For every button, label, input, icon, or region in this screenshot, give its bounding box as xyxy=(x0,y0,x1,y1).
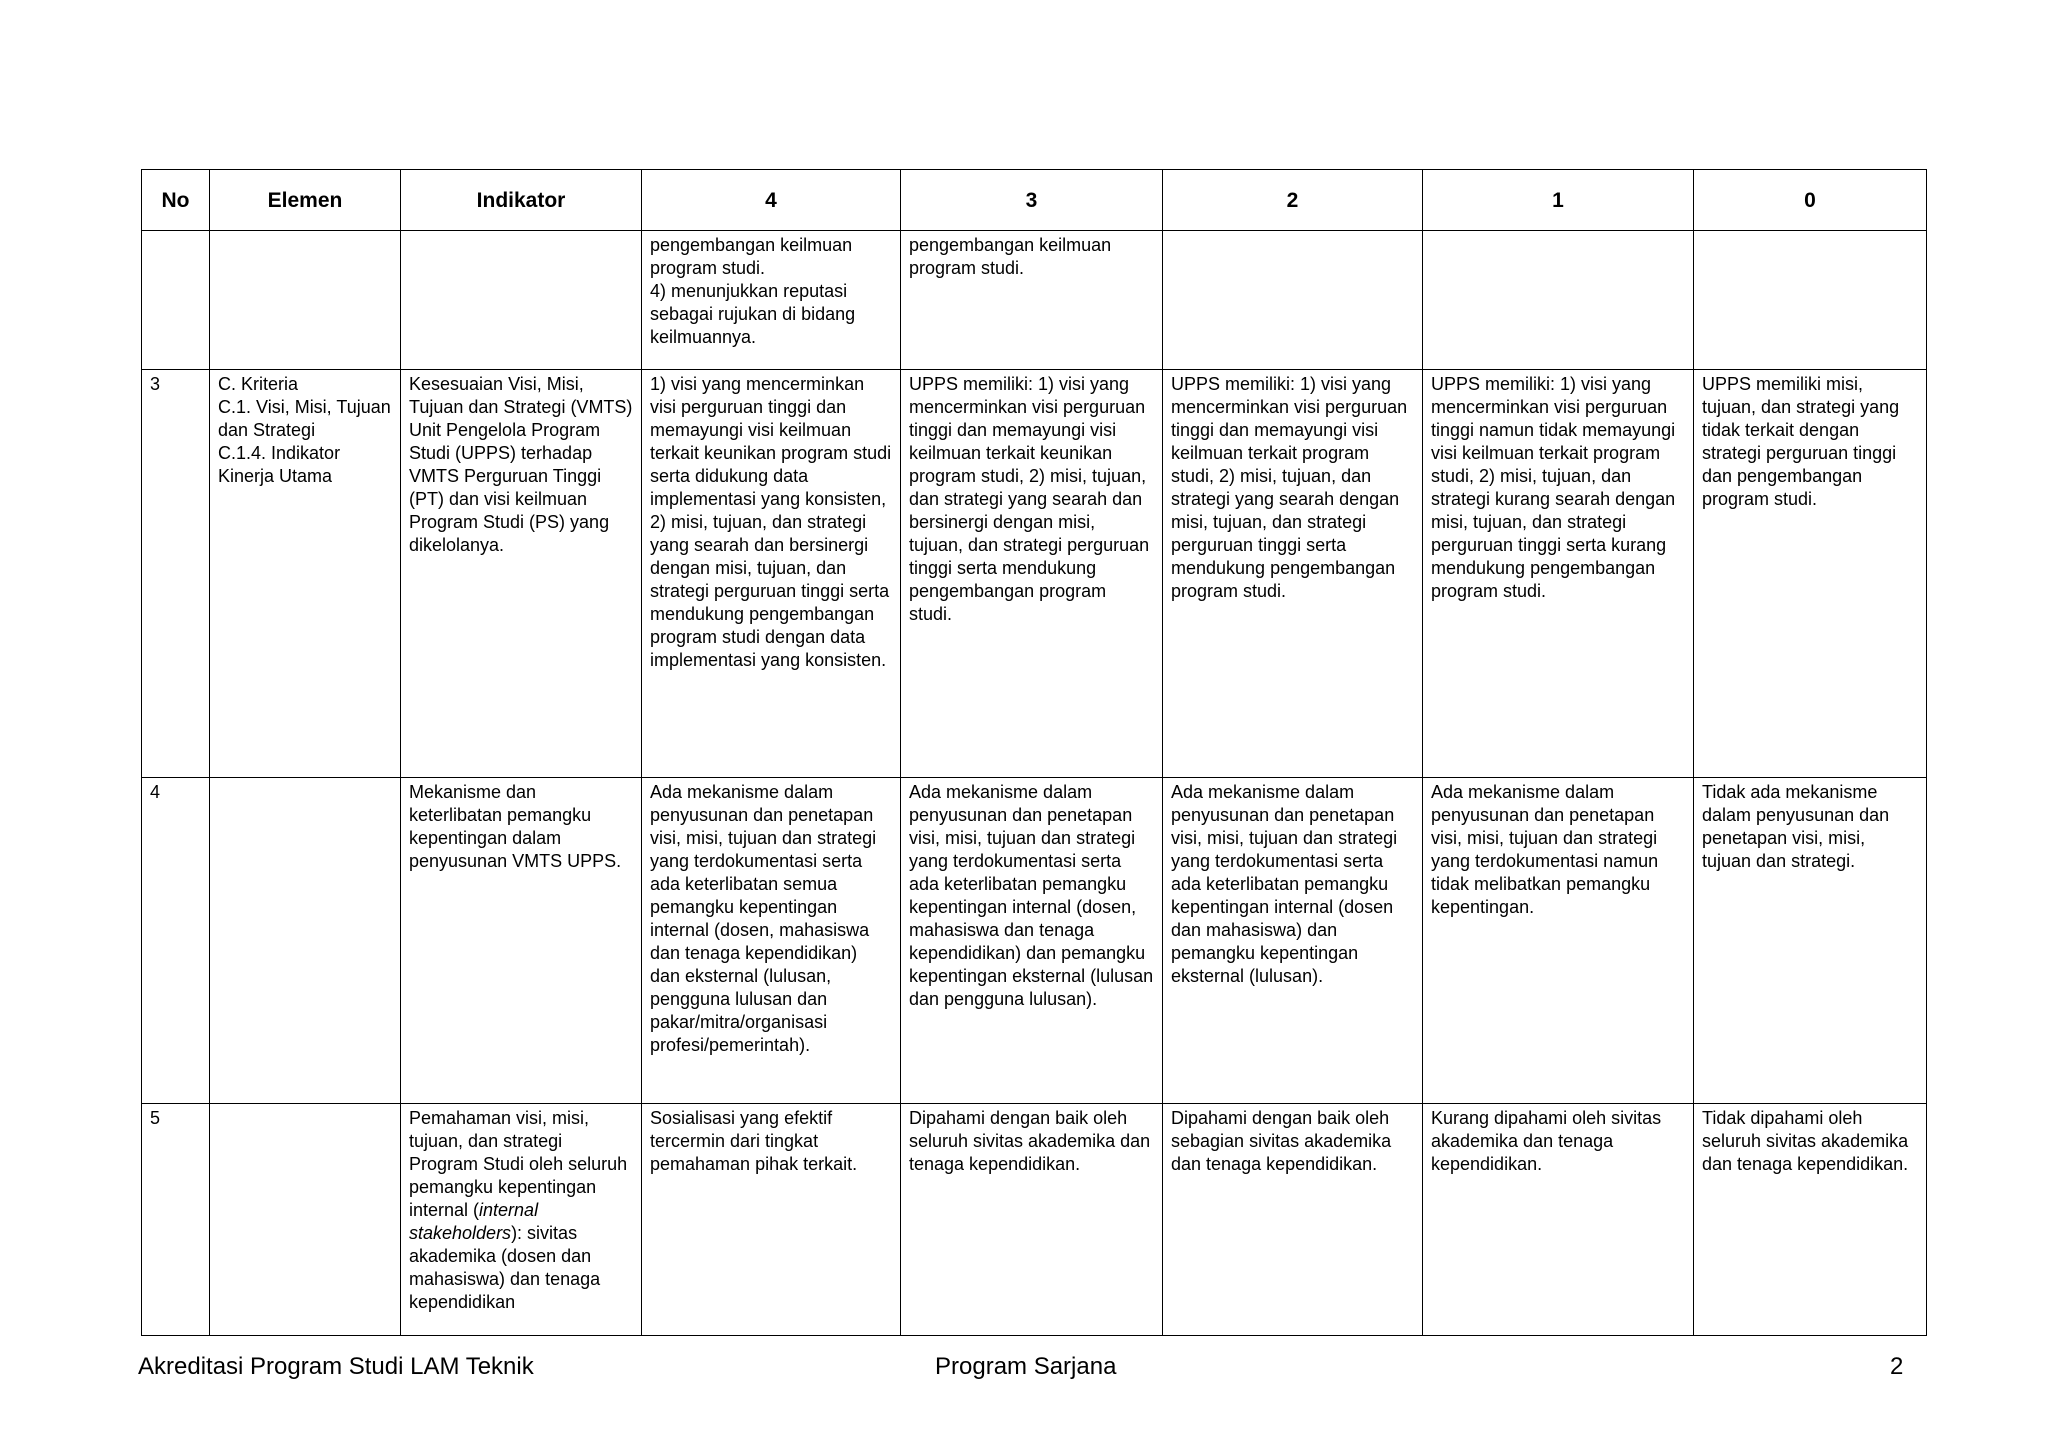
elemen-indikator: C.1.4. Indikator Kinerja Utama xyxy=(218,443,341,486)
cell-elemen xyxy=(210,778,401,1104)
footer-document-title: Akreditasi Program Studi LAM Teknik xyxy=(138,1353,534,1380)
elemen-kriteria: C. Kriteria xyxy=(218,374,299,394)
cell-score-0: UPPS memiliki misi, tujuan, dan strategi yang tidak terkait dengan strategi perguruan tinggi dan pengembangan program studi. xyxy=(1694,370,1927,778)
table-row-5 xyxy=(142,1104,1927,1336)
cell-score-0 xyxy=(1694,231,1927,370)
cell-score-2: Ada mekanisme dalam penyusunan dan penetapan visi, misi, tujuan dan strategi yang terdokumentasi serta ada keterlibatan pemangku kepentingan internal (dosen dan mahasiswa) dan pemangku kepentingan eksternal (lulusan). xyxy=(1163,778,1423,1104)
footer-program-level: Program Sarjana xyxy=(935,1353,1117,1380)
cell-score-4: Sosialisasi yang efektif tercermin dari tingkat pemahaman pihak terkait. xyxy=(642,1104,901,1336)
cell-score-2: Dipahami dengan baik oleh sebagian sivitas akademika dan tenaga kependidikan. xyxy=(1163,1104,1423,1336)
header-indikator: Indikator xyxy=(401,170,642,231)
cell-score-1: Kurang dipahami oleh sivitas akademika dan tenaga kependidikan. xyxy=(1423,1104,1694,1336)
header-score-2: 2 xyxy=(1163,170,1423,231)
cell-text-line: 4) menunjukkan reputasi sebagai rujukan di bidang keilmuannya. xyxy=(650,281,856,347)
table-row-3 xyxy=(142,370,1927,778)
page-number: 2 xyxy=(1890,1353,1904,1380)
cell-score-2: UPPS memiliki: 1) visi yang mencerminkan visi perguruan tinggi dan memayungi visi keilmuan terkait program studi, 2) misi, tujuan, dan strategi yang searah dengan misi, tujuan, dan strategi perguruan tinggi serta mendukung pengembangan program studi. xyxy=(1163,370,1423,778)
header-no: No xyxy=(142,170,210,231)
indikator-text: Pemahaman visi, misi, tujuan, dan strategi Program Studi oleh seluruh pemangku kepentingan internal ( xyxy=(409,1108,628,1220)
cell-score-0: Tidak dipahami oleh seluruh sivitas akademika dan tenaga kependidikan. xyxy=(1694,1104,1927,1336)
cell-no xyxy=(142,231,210,370)
cell-text-line: pengembangan keilmuan program studi. xyxy=(909,235,1112,278)
elemen-standard: C.1. Visi, Misi, Tujuan dan Strategi xyxy=(218,397,391,440)
header-elemen: Elemen xyxy=(210,170,401,231)
cell-score-1: Ada mekanisme dalam penyusunan dan penetapan visi, misi, tujuan dan strategi yang terdokumentasi namun tidak melibatkan pemangku kepentingan. xyxy=(1423,778,1694,1104)
cell-text-line: pengembangan keilmuan program studi. xyxy=(650,235,853,278)
header-score-4: 4 xyxy=(642,170,901,231)
header-score-3: 3 xyxy=(901,170,1163,231)
cell-score-4: Ada mekanisme dalam penyusunan dan penetapan visi, misi, tujuan dan strategi yang terdokumentasi serta ada keterlibatan semua pemangku kepentingan internal (dosen, mahasiswa dan tenaga kependidikan) dan eksternal (lulusan, pengguna lulusan dan pakar/mitra/organisasi profesi/pemerintah). xyxy=(642,778,901,1104)
cell-indikator: Mekanisme dan keterlibatan pemangku kepentingan dalam penyusunan VMTS UPPS. xyxy=(401,778,642,1104)
indikator-text-end: ): sivitas akademika (dosen dan mahasiswa) dan tenaga kependidikan xyxy=(409,1223,601,1312)
cell-score-3: Dipahami dengan baik oleh seluruh sivitas akademika dan tenaga kependidikan. xyxy=(901,1104,1163,1336)
cell-no: 3 xyxy=(142,370,210,778)
table-row-continuation xyxy=(142,231,1927,370)
cell-indikator xyxy=(401,231,642,370)
cell-score-4: 1) visi yang mencerminkan visi perguruan tinggi dan memayungi visi keilmuan terkait keunikan program studi serta didukung data implementasi yang konsisten, 2) misi, tujuan, dan strategi yang searah dan bersinergi dengan misi, tujuan, dan strategi perguruan tinggi serta mendukung pengembangan program studi dengan data implementasi yang konsisten. xyxy=(642,370,901,778)
cell-score-1: UPPS memiliki: 1) visi yang mencerminkan visi perguruan tinggi namun tidak memayungi visi keilmuan terkait program studi, 2) misi, tujuan, dan strategi kurang searah dengan misi, tujuan, dan strategi perguruan tinggi serta kurang mendukung pengembangan program studi. xyxy=(1423,370,1694,778)
table-row-4 xyxy=(142,778,1927,1104)
header-score-1: 1 xyxy=(1423,170,1694,231)
cell-score-3 xyxy=(901,231,1163,370)
cell-score-3: Ada mekanisme dalam penyusunan dan penetapan visi, misi, tujuan dan strategi yang terdokumentasi serta ada keterlibatan pemangku kepentingan internal (dosen, mahasiswa dan tenaga kependidikan) dan pemangku kepentingan eksternal (lulusan dan pengguna lulusan). xyxy=(901,778,1163,1104)
cell-elemen xyxy=(210,231,401,370)
cell-score-1 xyxy=(1423,231,1694,370)
cell-elemen xyxy=(210,1104,401,1336)
cell-elemen xyxy=(210,370,401,778)
cell-indikator xyxy=(401,1104,642,1336)
cell-no: 4 xyxy=(142,778,210,1104)
assessment-rubric-table xyxy=(141,169,1927,1336)
header-row xyxy=(142,170,1927,231)
cell-score-4 xyxy=(642,231,901,370)
cell-score-3: UPPS memiliki: 1) visi yang mencerminkan visi perguruan tinggi dan memayungi visi keilmuan terkait keunikan program studi, 2) misi, tujuan, dan strategi yang searah dan bersinergi dengan misi, tujuan, dan strategi perguruan tinggi serta mendukung pengembangan program studi. xyxy=(901,370,1163,778)
cell-score-2 xyxy=(1163,231,1423,370)
indikator-italic-term: internal stakeholders xyxy=(409,1200,539,1243)
cell-indikator: Kesesuaian Visi, Misi, Tujuan dan Strategi (VMTS) Unit Pengelola Program Studi (UPPS) terhadap VMTS Perguruan Tinggi (PT) dan visi keilmuan Program Studi (PS) yang dikelolanya. xyxy=(401,370,642,778)
cell-score-0: Tidak ada mekanisme dalam penyusunan dan penetapan visi, misi, tujuan dan strategi. xyxy=(1694,778,1927,1104)
header-score-0: 0 xyxy=(1694,170,1927,231)
cell-no: 5 xyxy=(142,1104,210,1336)
